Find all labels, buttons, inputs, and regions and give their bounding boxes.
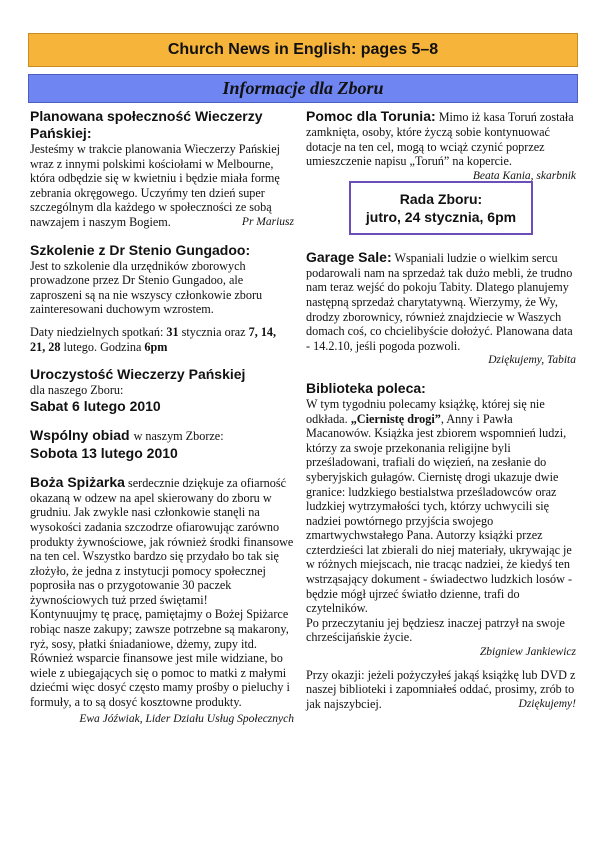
article-title-rest: w naszym Zborze: [133, 428, 224, 443]
article-biblioteka [306, 380, 576, 711]
section-title: Informacje dla Zboru [222, 78, 384, 98]
article-title: Szkolenie z Dr Stenio Gungadoo: [30, 241, 251, 258]
meeting-time: 6pm [144, 339, 168, 354]
meeting-dates [30, 325, 294, 354]
article-title: Biblioteka poleca: [306, 379, 426, 396]
article-body-text: Wspaniali ludzie o wielkim sercu podarowali nam na sprzedaż tak dużo mebli, że trudno nam teraz wejść do pokoju Tabity. Dlatego planujemy następną sprzedaż charytatywną. Wierzymy, że Wy, drodzy zborownicy, również znajdziecie w Waszych domach coś, co chcielibyście dołożyć. Planowana data - 14.2.10, jeśli pogoda pozwoli. [306, 250, 573, 353]
article-body-text: serdecznie dziękuje za ofiarność okazaną w odzew na apel skierowany do zboru w grudniu. Jak zwykle nasi członkowie stanęli na wysokości zadania szczodrze ofiarowując zarówno produkty żywnościowe, jak również środki finansowe na ten cel. Wszystko bardzo się przydało bo tak się złożyło, że jedna z instytucji pomocy społecznej poprosiła nas o przygotowanie 30 paczek żywnościowych tuż przed świętami! [30, 475, 294, 607]
article-body-2: Kontynuujmy tę pracę, pamiętajmy o Bożej Spiżarce robiąc nasze zakupy; zawsze potrzebne są makarony, ryż, sosy, płatki śniadaniowe, dżemy, zupy itd. Również wsparcie finansowe jest mile widziane, bo wiele z ubiegających się o pomoc to matki z małymi dziećmi więc dosyć często mamy prośby o pieluchy i formuły, a to są dosyć kosztowne produkty. [30, 607, 290, 710]
article-szkolenie [30, 242, 294, 355]
article-body-text: Jesteśmy w trakcie planowania Wieczerzy Pańskiej wraz z innymi polskimi kościołami w Melbourne, która odbędzie się w kwietniu i będzie miała formę zebrania okręgowego. Uczyńmy ten dzień super szczególnym dla każdego w społeczności ze sobą nawzajem i naszym Bogiem. [30, 142, 281, 229]
article-signature: Ewa Jóźwiak, Lider Działu Usług Społecznych [79, 712, 294, 725]
article-title: Pomoc dla Torunia: [306, 108, 436, 124]
article-title: Boża Spiżarka [30, 473, 125, 490]
article-body-3 [306, 668, 576, 712]
dates-mid: stycznia oraz [181, 324, 246, 339]
article-body [306, 108, 576, 182]
council-title: Rada Zboru: [399, 190, 483, 207]
article-signature: Zbigniew Jankiewicz [479, 646, 576, 659]
book-title: „Ciernistę drogi” [350, 411, 441, 426]
article-signature: Dziękujemy, Tabita [488, 354, 576, 367]
council-date: jutro, 24 stycznia, 6pm [365, 208, 517, 225]
article-torun [306, 108, 576, 182]
article-body-text: Mimo iż kasa Toruń została zamknięta, osoby, które życzą sobie kontynuować dotacje na ten cel, mogą to wciąż czynić poprzez umieszczenie napisu „Toruń” na kopercie. [306, 110, 574, 169]
page-banner [28, 33, 578, 67]
dates-prefix: Daty niedzielnych spotkań: [30, 324, 164, 339]
left-column [30, 108, 294, 738]
section-title-banner [28, 74, 578, 103]
article-title: Uroczystość Wieczerzy Pańskiej [30, 366, 246, 383]
article-body-text: Przy okazji: jeżeli pożyczyłeś jakąś książkę lub DVD z naszej biblioteki i zapomniałeś oddać, prosimy, zrób to jak najszybciej. [306, 667, 576, 711]
article-body [30, 142, 294, 230]
event-date: Sobota 13 lutego 2010 [30, 444, 178, 461]
article-body [306, 397, 576, 616]
article-obiad [30, 427, 294, 462]
council-meeting-box [349, 181, 533, 235]
date-value: 31 [166, 324, 179, 339]
banner-text: Church News in English: pages 5–8 [167, 41, 439, 58]
article-body-text: , Anny i Pawła Macanowów. Książka jest zbiorem wspomnień ludzi, którzy za swoje przekonania religijne byli prześladowani, trafiali do więzień, na zesłanie do syberyjskich gułagów. Ciernistę drogi ukazuje dwie granice: ludzkiego bestialstwa prześladowców oraz ludzkiej wytrzymałości tych, którzy uchwycili się nadziei powtórnego przyjścia swojego zmartwychwstałego Pana. Autorzy książki przez czterdzieści lat zbierali do niej materiały, ukrywając je w różnych miejscach, nie tracąc nadziei, że kiedyś ten wstrząsający dokument - świadectwo ludzkich losów - będzie mógł ujrzeć światło dzienne, trafi do czytelników. [306, 411, 573, 616]
article-body-2: Po przeczytaniu jej będziesz inaczej patrzył na swoje chrześcijańskie życie. [306, 615, 565, 645]
article-title: Planowana społeczność Wieczerzy Pańskiej: [30, 108, 263, 141]
article-subtitle: dla naszego Zboru: [30, 383, 124, 398]
article-thanks: Dziękujemy! [518, 697, 576, 710]
article-intro: W tym tygodniu polecamy książkę, której się nie odkłada. [306, 396, 545, 426]
article-signature: Beata Kania, skarbnik [472, 169, 576, 182]
article-spizarka [30, 474, 294, 727]
article-body: Jest to szkolenie dla urzędników zborowych prowadzone przez Dr Stenio Gungadoo, ale zaproszeni są na nie wszyscy członkowie zboru zainteresowani duchowym wzrostem. [30, 258, 263, 317]
date-values: 7, 14, 21, 28 [30, 324, 277, 354]
article-body [306, 249, 576, 354]
article-title: Garage Sale: [306, 248, 392, 265]
article-title: Wspólny obiad [30, 426, 130, 443]
right-column [306, 108, 576, 723]
article-wieczerza-plan [30, 108, 294, 230]
article-garage-sale [306, 249, 576, 368]
dates-suffix: lutego. Godzina [63, 339, 142, 354]
article-signature: Pr Mariusz [241, 215, 294, 228]
article-uroczystosc [30, 366, 294, 415]
article-body [30, 474, 294, 608]
article-title-line [30, 427, 294, 445]
event-date: Sabat 6 lutego 2010 [30, 397, 161, 414]
